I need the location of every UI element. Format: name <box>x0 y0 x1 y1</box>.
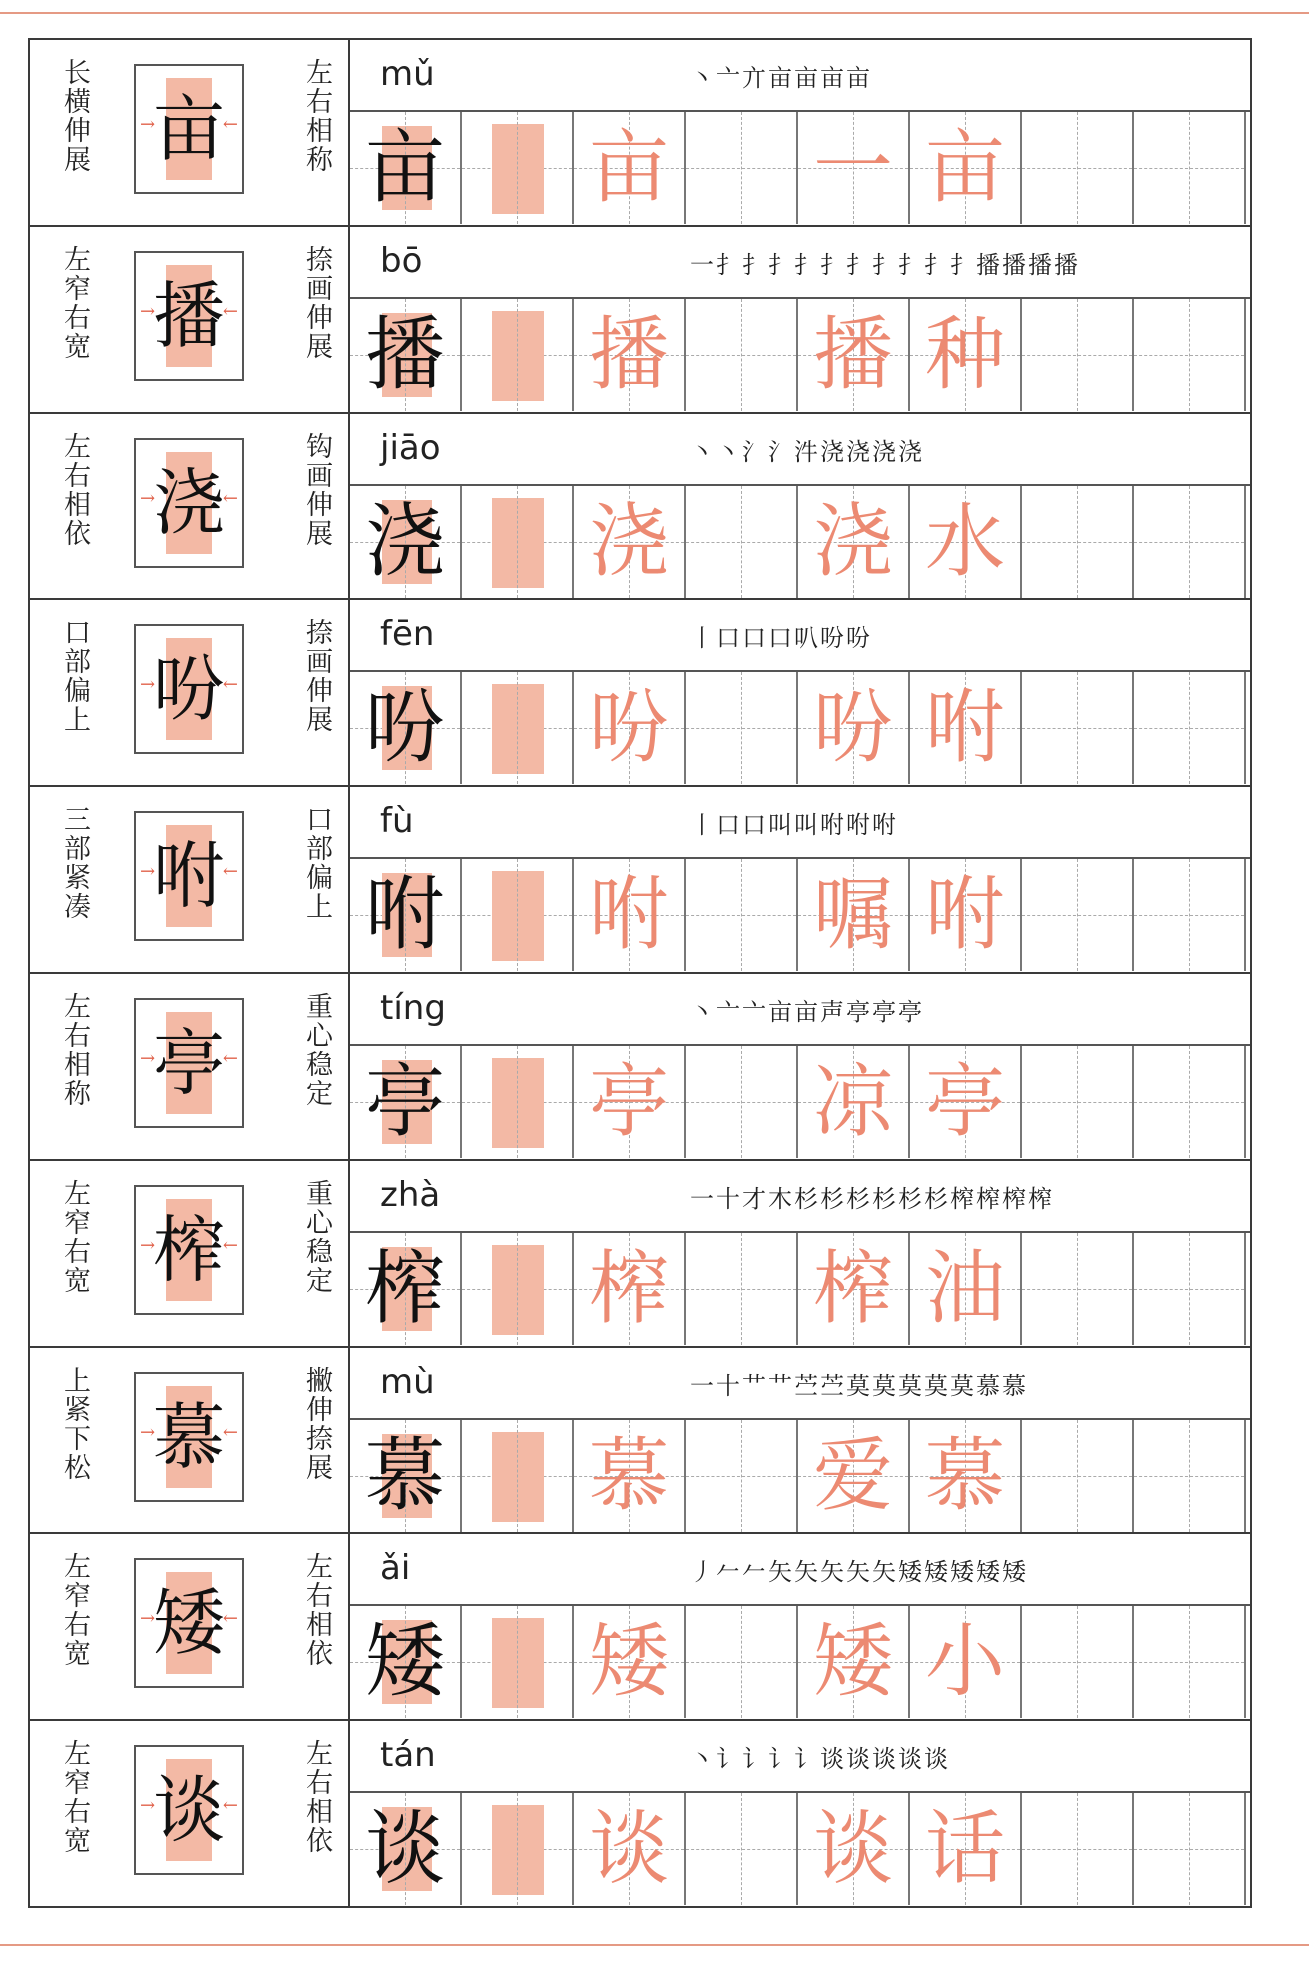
model-character-box <box>134 438 244 568</box>
blank-highlight-cell[interactable] <box>462 486 574 598</box>
highlight-area <box>492 124 544 214</box>
example-cell <box>350 1420 462 1532</box>
trace-character: 亩 <box>589 121 669 214</box>
blank-highlight-cell[interactable] <box>462 672 574 784</box>
trace-character: 慕 <box>589 1428 669 1522</box>
writing-grid <box>350 1233 1250 1345</box>
practice-sheet <box>28 38 1252 1908</box>
blank-highlight-cell[interactable] <box>462 299 574 411</box>
blank-highlight-cell[interactable] <box>462 859 574 971</box>
blank-highlight-cell[interactable] <box>462 1793 574 1905</box>
word-character-2: 话 <box>925 1802 1005 1896</box>
model-character: 浇 <box>152 460 225 545</box>
practice-panel <box>350 1348 1250 1533</box>
practice-cell[interactable] <box>1134 1233 1246 1345</box>
pinyin-strip <box>350 600 1250 672</box>
arrow-right-icon: → <box>140 1608 156 1630</box>
pinyin-strip <box>350 1161 1250 1233</box>
example-cell <box>350 1606 462 1718</box>
practice-cell[interactable] <box>1134 112 1246 224</box>
stroke-order: 丨口口口叭吩吩 <box>690 624 872 653</box>
word-cell-2[interactable] <box>910 672 1022 784</box>
right-writing-tip: 撇伸捺展 <box>301 1365 332 1482</box>
pinyin: bō <box>380 240 423 281</box>
practice-panel <box>350 414 1250 599</box>
arrow-left-icon: ← <box>222 1608 238 1630</box>
trace-character: 亭 <box>589 1054 669 1148</box>
practice-row <box>30 787 1250 974</box>
word-character-1: 矮 <box>813 1615 893 1709</box>
practice-cell[interactable] <box>686 1046 798 1158</box>
writing-grid <box>350 1793 1250 1905</box>
arrow-left-icon: ← <box>222 1421 238 1443</box>
stroke-order: 一十才木杉杉杉杉杉杉榨榨榨榨 <box>690 1184 1054 1213</box>
highlight-area <box>492 311 544 401</box>
arrow-left-icon: ← <box>222 300 238 322</box>
stroke-order: 丶亠亣亩亩亩亩 <box>690 64 872 92</box>
trace-cell[interactable] <box>574 1233 686 1345</box>
example-character: 浇 <box>365 494 445 588</box>
guide-panel <box>30 974 350 1159</box>
practice-cell[interactable] <box>1022 299 1134 411</box>
word-cell-2[interactable] <box>910 1793 1022 1905</box>
left-writing-tip: 口部偏上 <box>59 618 90 735</box>
practice-cell[interactable] <box>1134 486 1246 598</box>
practice-cell[interactable] <box>1022 1046 1134 1158</box>
model-character-box <box>134 251 244 381</box>
right-writing-tip: 捺画伸展 <box>301 244 332 361</box>
practice-cell[interactable] <box>686 1420 798 1532</box>
blank-highlight-cell[interactable] <box>462 1606 574 1718</box>
left-writing-tip: 左窄右宽 <box>59 244 90 361</box>
word-cell-2[interactable] <box>910 1046 1022 1158</box>
word-character-1: 一 <box>813 121 893 214</box>
left-writing-tip: 左窄右宽 <box>59 1178 90 1295</box>
practice-cell[interactable] <box>1134 859 1246 971</box>
word-character-2: 咐 <box>925 681 1005 775</box>
left-writing-tip: 上紧下松 <box>59 1365 90 1482</box>
left-writing-tip: 左窄右宽 <box>59 1739 90 1856</box>
word-cell-1[interactable] <box>798 859 910 971</box>
arrow-right-icon: → <box>140 1234 156 1256</box>
word-character-2: 亩 <box>925 121 1005 214</box>
pinyin: fēn <box>380 614 435 655</box>
pinyin: jiāo <box>380 427 441 468</box>
arrow-right-icon: → <box>140 300 156 322</box>
guide-panel <box>30 1721 350 1908</box>
left-writing-tip: 左窄右宽 <box>59 1552 90 1669</box>
right-writing-tip: 左右相依 <box>301 1739 332 1856</box>
practice-cell[interactable] <box>686 1233 798 1345</box>
arrow-right-icon: → <box>140 114 156 135</box>
model-character-box <box>134 1372 244 1502</box>
pinyin-strip <box>350 1721 1250 1793</box>
writing-grid <box>350 486 1250 598</box>
arrow-left-icon: ← <box>222 487 238 509</box>
trace-cell[interactable] <box>574 859 686 971</box>
guide-panel <box>30 1161 350 1346</box>
stroke-order: 丶丶氵氵汼浇浇浇浇 <box>690 437 924 466</box>
word-character-1: 吩 <box>813 681 893 775</box>
pinyin: zhà <box>380 1174 441 1215</box>
example-cell <box>350 112 462 224</box>
model-character: 谈 <box>152 1768 225 1853</box>
example-character: 亩 <box>365 121 445 214</box>
word-cell-1[interactable] <box>798 112 910 224</box>
highlight-area <box>492 1245 544 1335</box>
model-character: 矮 <box>152 1581 225 1666</box>
guide-panel <box>30 40 350 225</box>
highlight-area <box>492 1058 544 1148</box>
practice-cell[interactable] <box>1022 1233 1134 1345</box>
trace-character: 浇 <box>589 494 669 588</box>
stroke-order: 丿𠂉𠂉矢矢矢矢矢矮矮矮矮矮 <box>690 1558 1028 1587</box>
practice-cell[interactable] <box>1022 672 1134 784</box>
model-character: 咐 <box>152 834 225 919</box>
highlight-area <box>492 684 544 774</box>
practice-cell[interactable] <box>1134 1793 1246 1905</box>
trace-character: 榨 <box>589 1241 669 1335</box>
stroke-order: 丨口口叫叫咐咐咐 <box>690 811 898 840</box>
practice-row <box>30 414 1250 601</box>
example-character: 慕 <box>365 1428 445 1522</box>
arrow-right-icon: → <box>140 674 156 696</box>
example-cell <box>350 859 462 971</box>
writing-grid <box>350 1420 1250 1532</box>
practice-cell[interactable] <box>1022 486 1134 598</box>
trace-cell[interactable] <box>574 1046 686 1158</box>
left-writing-tip: 长横伸展 <box>59 58 90 174</box>
practice-row <box>30 1161 1250 1348</box>
writing-grid <box>350 1046 1250 1158</box>
trace-character: 播 <box>589 307 669 401</box>
example-character: 矮 <box>365 1615 445 1709</box>
pinyin: mǔ <box>380 54 435 94</box>
writing-grid <box>350 112 1250 224</box>
word-cell-1[interactable] <box>798 1233 910 1345</box>
pinyin: tíng <box>380 987 446 1028</box>
pinyin-strip <box>350 787 1250 859</box>
practice-cell[interactable] <box>686 1606 798 1718</box>
word-cell-1[interactable] <box>798 1793 910 1905</box>
arrow-left-icon: ← <box>222 114 238 135</box>
blank-highlight-cell[interactable] <box>462 1420 574 1532</box>
word-character-1: 嘱 <box>813 868 893 962</box>
practice-panel <box>350 974 1250 1159</box>
model-character: 播 <box>152 273 225 358</box>
writing-grid <box>350 672 1250 784</box>
page-top-rule <box>0 12 1309 14</box>
practice-row <box>30 1348 1250 1535</box>
model-character: 吩 <box>152 647 225 732</box>
pinyin-strip <box>350 414 1250 486</box>
word-character-1: 谈 <box>813 1802 893 1896</box>
practice-row <box>30 974 1250 1161</box>
highlight-area <box>492 1805 544 1895</box>
left-writing-tip: 三部紧凑 <box>59 805 90 922</box>
guide-panel <box>30 787 350 972</box>
word-character-1: 浇 <box>813 494 893 588</box>
trace-character: 矮 <box>589 1615 669 1709</box>
practice-row <box>30 600 1250 787</box>
word-cell-1[interactable] <box>798 1420 910 1532</box>
model-character-box <box>134 811 244 941</box>
guide-panel <box>30 600 350 785</box>
example-character: 榨 <box>365 1241 445 1335</box>
example-cell <box>350 1793 462 1905</box>
arrow-left-icon: ← <box>222 1047 238 1069</box>
trace-character: 咐 <box>589 868 669 962</box>
practice-panel <box>350 787 1250 972</box>
practice-panel <box>350 600 1250 785</box>
pinyin: ǎi <box>380 1548 411 1589</box>
practice-panel <box>350 227 1250 412</box>
practice-row <box>30 1721 1250 1908</box>
guide-panel <box>30 1348 350 1533</box>
guide-panel <box>30 1534 350 1719</box>
practice-panel <box>350 40 1250 225</box>
word-cell-1[interactable] <box>798 1606 910 1718</box>
pinyin: fù <box>380 801 414 842</box>
word-character-2: 慕 <box>925 1428 1005 1522</box>
arrow-right-icon: → <box>140 1795 156 1817</box>
trace-cell[interactable] <box>574 486 686 598</box>
model-character-box <box>134 998 244 1128</box>
word-cell-2[interactable] <box>910 1420 1022 1532</box>
word-cell-1[interactable] <box>798 672 910 784</box>
pinyin-strip <box>350 40 1250 112</box>
practice-cell[interactable] <box>686 112 798 224</box>
arrow-right-icon: → <box>140 1421 156 1443</box>
pinyin-strip <box>350 1534 1250 1606</box>
arrow-right-icon: → <box>140 1047 156 1069</box>
word-character-2: 水 <box>925 494 1005 588</box>
right-writing-tip: 左右相依 <box>301 1552 332 1669</box>
trace-character: 吩 <box>589 681 669 775</box>
practice-cell[interactable] <box>1022 1420 1134 1532</box>
writing-grid <box>350 299 1250 411</box>
arrow-right-icon: → <box>140 487 156 509</box>
model-character-box <box>134 1185 244 1315</box>
practice-cell[interactable] <box>686 859 798 971</box>
practice-panel <box>350 1161 1250 1346</box>
right-writing-tip: 钩画伸展 <box>301 431 332 548</box>
word-character-2: 油 <box>925 1241 1005 1335</box>
writing-grid <box>350 1606 1250 1718</box>
practice-row <box>30 227 1250 414</box>
practice-cell[interactable] <box>1134 1420 1246 1532</box>
trace-cell[interactable] <box>574 299 686 411</box>
pinyin-strip <box>350 227 1250 299</box>
word-cell-1[interactable] <box>798 299 910 411</box>
arrow-left-icon: ← <box>222 861 238 883</box>
writing-grid <box>350 859 1250 971</box>
word-cell-1[interactable] <box>798 486 910 598</box>
model-character-box <box>134 624 244 754</box>
practice-cell[interactable] <box>686 486 798 598</box>
word-character-1: 爱 <box>813 1428 893 1522</box>
model-character: 亭 <box>152 1020 225 1105</box>
left-writing-tip: 左右相依 <box>59 431 90 548</box>
stroke-order: 一扌扌扌扌扌扌扌扌扌扌播播播播 <box>690 250 1080 279</box>
right-writing-tip: 重心稳定 <box>301 1178 332 1295</box>
pinyin-strip <box>350 974 1250 1046</box>
practice-panel <box>350 1534 1250 1719</box>
right-writing-tip: 捺画伸展 <box>301 618 332 735</box>
example-cell <box>350 1046 462 1158</box>
word-cell-2[interactable] <box>910 112 1022 224</box>
practice-row <box>30 40 1250 227</box>
practice-cell[interactable] <box>1134 672 1246 784</box>
example-cell <box>350 486 462 598</box>
practice-cell[interactable] <box>686 299 798 411</box>
practice-cell[interactable] <box>1134 1606 1246 1718</box>
pinyin: mù <box>380 1361 435 1402</box>
practice-cell[interactable] <box>1022 112 1134 224</box>
pinyin: tán <box>380 1735 436 1776</box>
practice-cell[interactable] <box>686 1793 798 1905</box>
trace-cell[interactable] <box>574 1793 686 1905</box>
practice-cell[interactable] <box>1022 1606 1134 1718</box>
highlight-area <box>492 498 544 588</box>
word-character-2: 小 <box>925 1615 1005 1709</box>
blank-highlight-cell[interactable] <box>462 112 574 224</box>
right-writing-tip: 口部偏上 <box>301 805 332 922</box>
blank-highlight-cell[interactable] <box>462 1233 574 1345</box>
right-writing-tip: 重心稳定 <box>301 991 332 1108</box>
highlight-area <box>492 871 544 961</box>
example-character: 亭 <box>365 1054 445 1148</box>
model-character: 慕 <box>152 1394 225 1479</box>
word-character-2: 种 <box>925 307 1005 401</box>
stroke-order: 丶亠亠亩亩声亭亭亭 <box>690 997 924 1026</box>
trace-character: 谈 <box>589 1802 669 1896</box>
word-cell-2[interactable] <box>910 299 1022 411</box>
word-character-2: 亭 <box>925 1054 1005 1148</box>
highlight-area <box>492 1432 544 1522</box>
practice-cell[interactable] <box>1134 299 1246 411</box>
trace-cell[interactable] <box>574 1606 686 1718</box>
example-cell <box>350 299 462 411</box>
model-character: 榨 <box>152 1207 225 1292</box>
pinyin-strip <box>350 1348 1250 1420</box>
trace-cell[interactable] <box>574 1420 686 1532</box>
stroke-order: 丶讠讠讠讠谈谈谈谈谈 <box>690 1745 950 1774</box>
example-character: 播 <box>365 307 445 401</box>
model-character-box <box>134 64 244 194</box>
guide-panel <box>30 414 350 599</box>
arrow-left-icon: ← <box>222 674 238 696</box>
blank-highlight-cell[interactable] <box>462 1046 574 1158</box>
word-cell-2[interactable] <box>910 486 1022 598</box>
word-character-2: 咐 <box>925 868 1005 962</box>
word-cell-1[interactable] <box>798 1046 910 1158</box>
model-character-box <box>134 1745 244 1875</box>
model-character-box <box>134 1558 244 1688</box>
model-character: 亩 <box>152 87 225 171</box>
example-cell <box>350 1233 462 1345</box>
word-character-1: 播 <box>813 307 893 401</box>
example-character: 吩 <box>365 681 445 775</box>
arrow-right-icon: → <box>140 861 156 883</box>
practice-cell[interactable] <box>1022 1793 1134 1905</box>
left-writing-tip: 左右相称 <box>59 991 90 1108</box>
right-writing-tip: 左右相称 <box>301 58 332 174</box>
guide-panel <box>30 227 350 412</box>
word-character-1: 榨 <box>813 1241 893 1335</box>
practice-panel <box>350 1721 1250 1908</box>
example-character: 咐 <box>365 868 445 962</box>
highlight-area <box>492 1618 544 1708</box>
stroke-order: 一十艹艹苎苎莫莫莫莫莫慕慕 <box>690 1371 1028 1400</box>
word-cell-2[interactable] <box>910 859 1022 971</box>
word-cell-2[interactable] <box>910 1606 1022 1718</box>
practice-cell[interactable] <box>1022 859 1134 971</box>
practice-row <box>30 1534 1250 1721</box>
page-bottom-rule <box>0 1944 1309 1946</box>
trace-cell[interactable] <box>574 672 686 784</box>
arrow-left-icon: ← <box>222 1795 238 1817</box>
example-cell <box>350 672 462 784</box>
arrow-left-icon: ← <box>222 1234 238 1256</box>
trace-cell[interactable] <box>574 112 686 224</box>
example-character: 谈 <box>365 1802 445 1896</box>
practice-cell[interactable] <box>686 672 798 784</box>
practice-cell[interactable] <box>1134 1046 1246 1158</box>
word-character-1: 凉 <box>813 1054 893 1148</box>
word-cell-2[interactable] <box>910 1233 1022 1345</box>
